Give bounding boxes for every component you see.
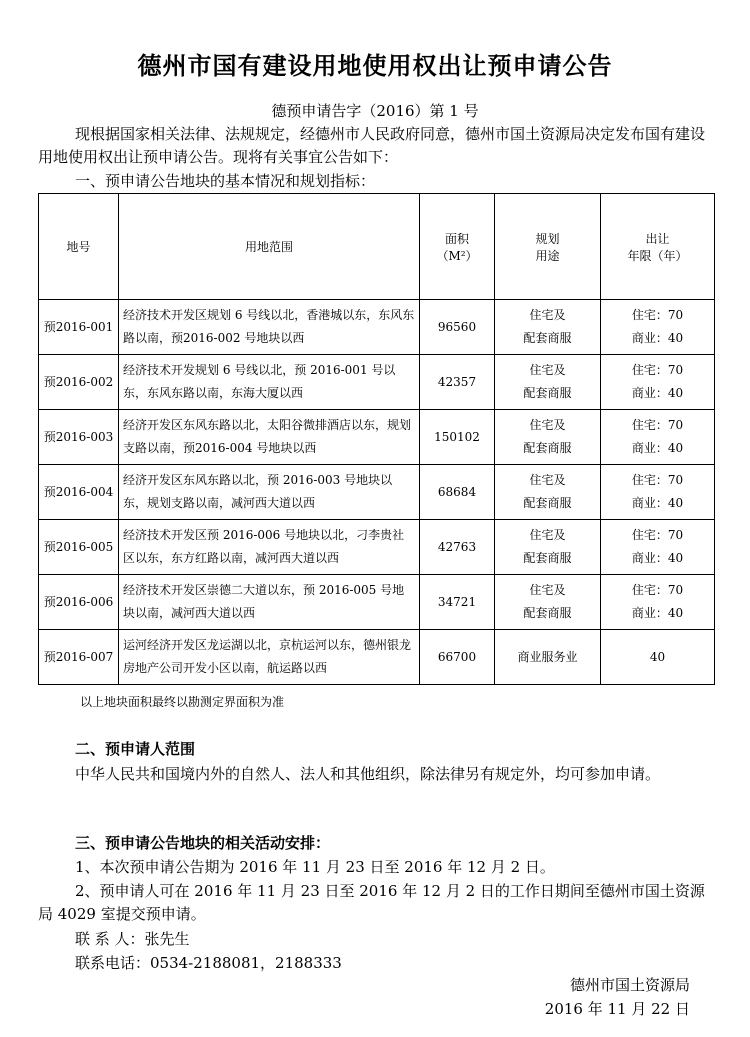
lot-area: 150102 [420,410,495,465]
intro-paragraph: 现根据国家相关法律、法规规定，经德州市人民政府同意，德州市国土资源局决定发布国有建设用地使用权出让预申请公告。现将有关事宜公告如下： [38,125,706,166]
lot-range: 经济技术开发规划 6 号线以北，预 2016-001 号以东，东风东路以南，东海大厦以西 [119,355,420,410]
signature-date: 2016 年 11 月 22 日 [544,1000,690,1018]
lot-area: 42357 [420,355,495,410]
lot-range: 经济技术开发区规划 6 号线以北，香港城以东，东风东路以南，预2016-002 号地块以西 [119,300,420,355]
lot-term: 住宅：70 商业：40 [601,465,715,520]
section2-body: 中华人民共和国境内外的自然人、法人和其他组织，除法律另有规定外，均可参加申请。 [75,765,661,783]
table-row [39,300,715,355]
lot-area: 42763 [420,520,495,575]
lot-number: 预2016-007 [39,630,119,685]
lot-range: 运河经济开发区龙运湖以北，京杭运河以东，德州银龙房地产公司开发小区以南，航运路以西 [119,630,420,685]
land-lots-table [38,193,715,685]
lot-term: 40 [601,630,715,685]
table-header-row [39,194,715,300]
lot-term: 住宅：70 商业：40 [601,300,715,355]
lot-area: 66700 [420,630,495,685]
lot-use: 商业服务业 [495,630,601,685]
lot-use: 住宅及 配套商服 [495,410,601,465]
lot-term: 住宅：70 商业：40 [601,355,715,410]
lot-number: 预2016-001 [39,300,119,355]
header-area: 面积 （M²） [420,194,495,300]
document-number: 德预申请告字（2016）第 1 号 [271,102,479,120]
schedule-item-2: 2、预申请人可在 2016 年 11 月 23 日至 2016 年 12 月 2 日的工作日期间至德州市国土资源局 4029 室提交预申请。 [38,882,705,923]
contact-person: 联 系 人：张先生 [75,930,190,948]
table-row [39,410,715,465]
lot-number: 预2016-003 [39,410,119,465]
lot-area: 68684 [420,465,495,520]
lot-use: 住宅及 配套商服 [495,575,601,630]
header-planned-use: 规划 用途 [495,194,601,300]
section1-heading: 一、预申请公告地块的基本情况和规划指标： [75,172,376,190]
lot-number: 预2016-002 [39,355,119,410]
signature-organization: 德州市国土资源局 [569,976,690,994]
lot-range: 经济技术开发区崇德二大道以东，预 2016-005 号地块以南，减河西大道以西 [119,575,420,630]
lot-term: 住宅：70 商业：40 [601,575,715,630]
table-note: 以上地块面积最终以勘测定界面积为准 [80,695,285,709]
lot-use: 住宅及 配套商服 [495,355,601,410]
lot-number: 预2016-005 [39,520,119,575]
table-row [39,355,715,410]
header-lot-no: 地号 [39,194,119,300]
lot-use: 住宅及 配套商服 [495,300,601,355]
lot-area: 34721 [420,575,495,630]
contact-phone: 联系电话：0534-2188081，2188333 [75,954,342,972]
table-row [39,630,715,685]
section2-heading: 二、预申请人范围 [75,740,196,758]
section3-heading: 三、预申请公告地块的相关活动安排： [75,834,331,852]
header-term: 出让 年限（年） [601,194,715,300]
header-range: 用地范围 [119,194,420,300]
lot-area: 96560 [420,300,495,355]
lot-range: 经济开发区东风东路以北，太阳谷微排酒店以东，规划支路以南，预2016-004 号地块以西 [119,410,420,465]
lot-use: 住宅及 配套商服 [495,465,601,520]
lot-range: 经济技术开发区预 2016-006 号地块以北，刁李贵社区以东，东方红路以南，减河西大道以西 [119,520,420,575]
lot-number: 预2016-006 [39,575,119,630]
document-title: 德州市国有建设用地使用权出让预申请公告 [137,52,613,80]
table-row [39,575,715,630]
lot-range: 经济开发区东风东路以北，预 2016-003 号地块以东，规划支路以南，减河西大道以西 [119,465,420,520]
schedule-item-1: 1、本次预申请公告期为 2016 年 11 月 23 日至 2016 年 12 月 2 日。 [75,858,555,876]
table-row [39,520,715,575]
lot-number: 预2016-004 [39,465,119,520]
lot-use: 住宅及 配套商服 [495,520,601,575]
lot-term: 住宅：70 商业：40 [601,520,715,575]
table-row [39,465,715,520]
lot-term: 住宅：70 商业：40 [601,410,715,465]
